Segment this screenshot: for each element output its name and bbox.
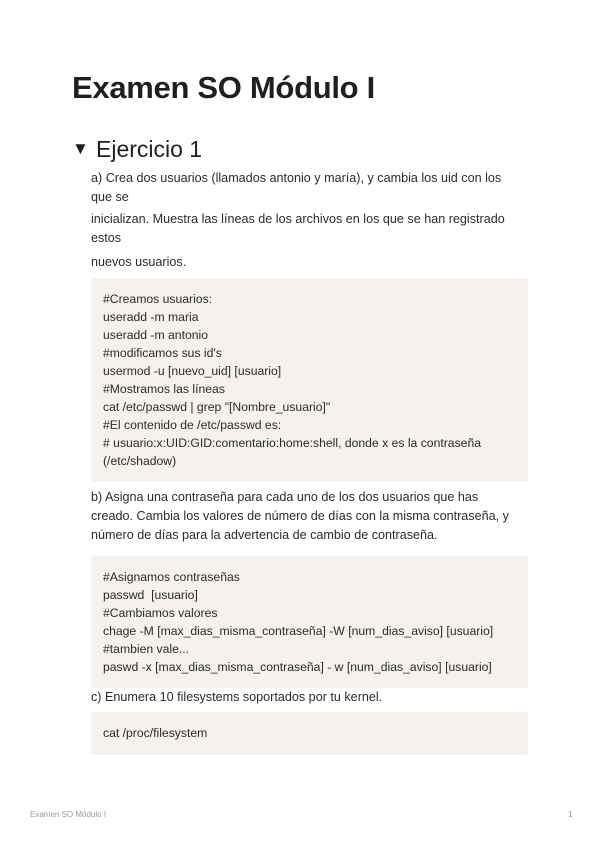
code-block-b: [91, 556, 528, 688]
code-line: cat /etc/passwd | grep "[Nombre_usuario]": [103, 400, 331, 414]
code-line: #tambien vale...: [103, 642, 190, 656]
code-line: #Mostramos las líneas: [103, 382, 225, 396]
exercise-a-line-3: nuevos usuarios.: [91, 255, 187, 269]
exercise-a-text-3: [91, 253, 531, 272]
code-line: #Cambiamos valores: [103, 606, 218, 620]
section-title: Ejercicio 1: [96, 135, 203, 162]
code-line: # usuario:x:UID:GID:comentario:home:shell, donde x es la contraseña (/etc/shadow): [103, 436, 485, 468]
code-line: paswd -x [max_dias_misma_contraseña] - w [num_dias_aviso] [usuario]: [103, 660, 492, 674]
page-title: Examen SO Módulo I: [72, 70, 375, 105]
exercise-a-text-2: [91, 210, 531, 248]
toggle-triangle-icon[interactable]: ▼: [72, 139, 89, 158]
code-block-a: [91, 278, 528, 482]
code-block-c: [91, 712, 528, 755]
exercise-a-line-1: a) Crea dos usuarios (llamados antonio y maría), y cambia los uid con los que se: [91, 171, 502, 204]
code-line: passwd [usuario]: [103, 588, 198, 602]
code-line: #Creamos usuarios:: [103, 292, 213, 306]
exercise-c-text: c) Enumera 10 filesystems soportados por tu kernel.: [91, 690, 383, 704]
exercise-a-text: [91, 169, 531, 207]
exercise-b-text: b) Asigna una contraseña para cada uno de los dos usuarios que has creado. Cambia los valores de número de días con la misma contraseña, y número de días para la advertencia de cambio de contraseña.: [91, 490, 509, 542]
code-line: usermod -u [nuevo_uid] [usuario]: [103, 364, 282, 378]
code-line: useradd -m antonio: [103, 328, 209, 342]
exercise-a-line-2: inicializan. Muestra las líneas de los archivos en los que se han registrado estos: [91, 212, 505, 245]
code-line: #modificamos sus id's: [103, 346, 222, 360]
code-line: cat /proc/filesystem: [103, 726, 208, 740]
footer-title: Examen SO Módulo I: [30, 810, 107, 819]
code-line: #El contenido de /etc/passwd es:: [103, 418, 282, 432]
code-line: useradd -m maria: [103, 310, 199, 324]
exercise-b-text-block: [91, 488, 523, 545]
code-line: #Asignamos contraseñas: [103, 570, 240, 584]
code-line: chage -M [max_dias_misma_contraseña] -W [num_dias_aviso] [usuario]: [103, 624, 494, 638]
section-heading[interactable]: [72, 134, 202, 164]
page-number: 1: [568, 810, 573, 819]
exercise-c-text-block: [91, 688, 531, 707]
